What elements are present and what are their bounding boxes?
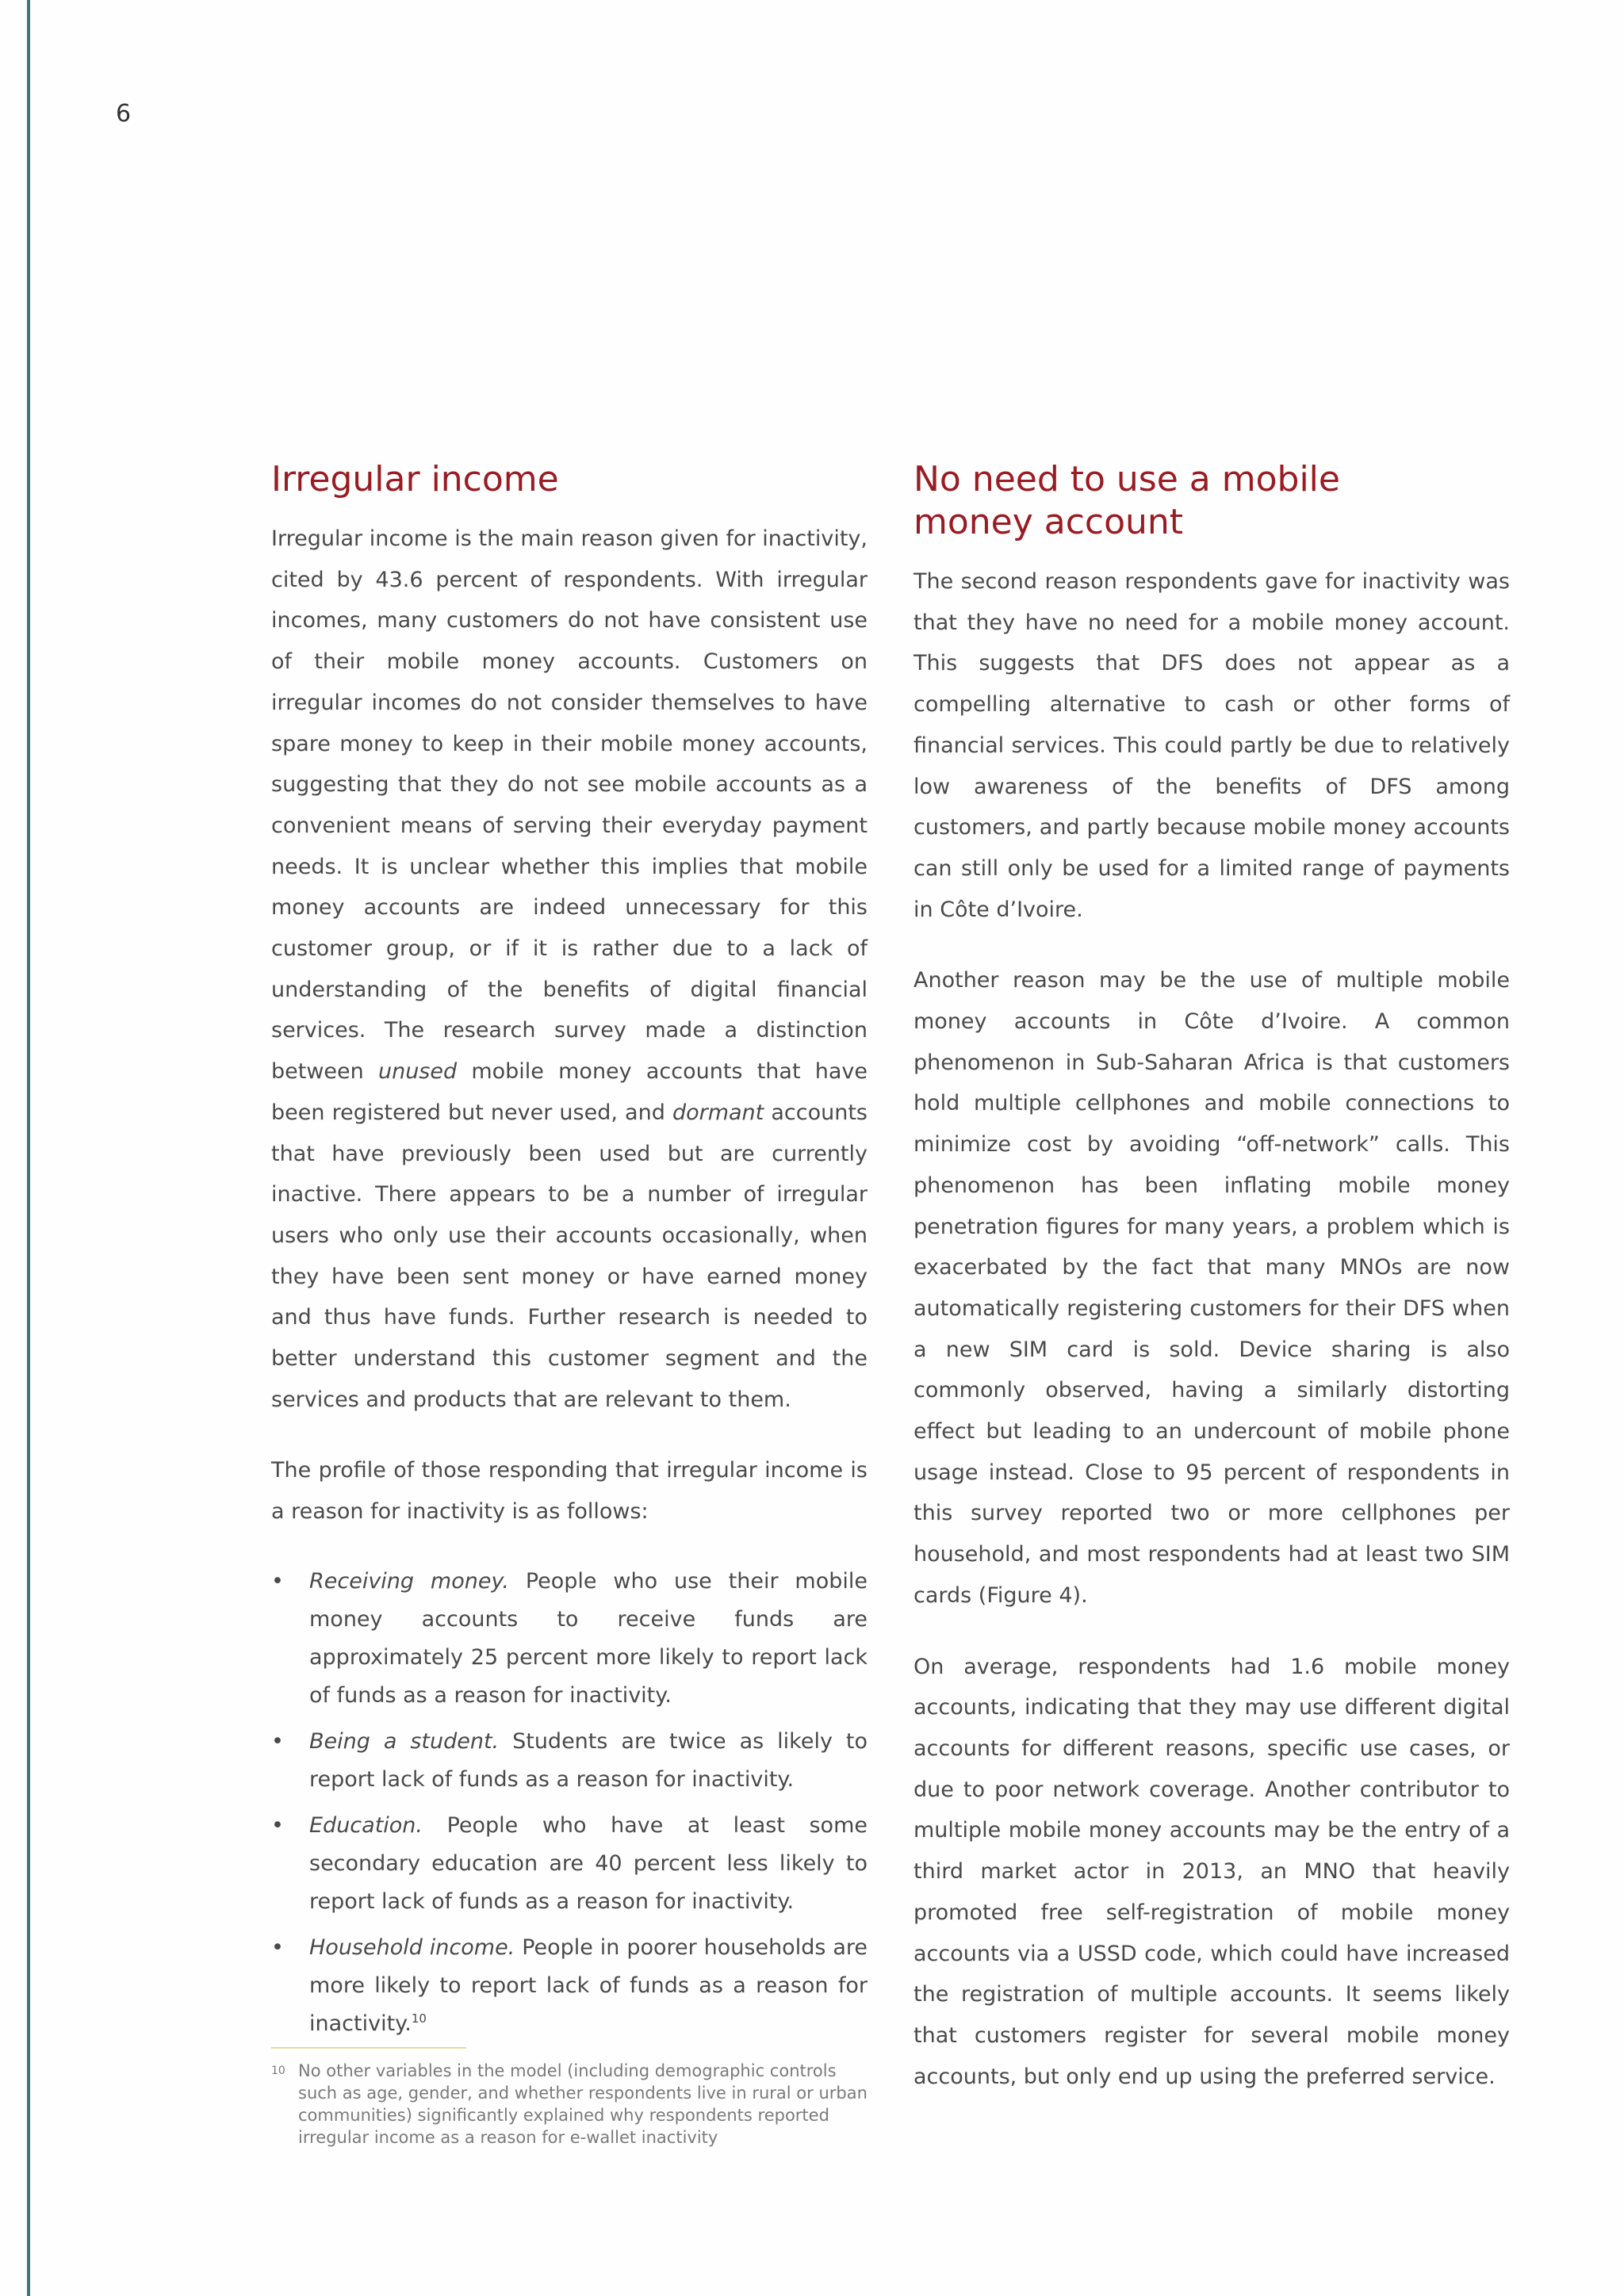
list-item [271,1723,868,1799]
paragraph: The second reason respondents gave for inactivity was that they have no need for a mobile money account. This suggests that DFS does not appear as a compelling alternative to cash or other forms of financial services. This could partly be due to relatively low awareness of the benefits of DFS among customers, and partly because mobile money accounts can still only be used for a limited range of payments in Côte d’Ivoire. [914,569,1510,922]
emphasis-unused: unused [377,1059,458,1085]
list-item [271,1563,868,1715]
page-number: 6 [116,100,132,128]
heading-line: No need to use a mobile [914,459,1340,499]
list-item [271,1929,868,2043]
list-item [271,1807,868,1921]
footnote-text: No other variables in the model (including demographic controls such as age, gender, and whether respondents live in rural or urban communities) significantly explained why respondents reported irregular income as a reason for e-wallet inactivity [298,2061,868,2147]
right-column [914,458,1510,2127]
text-run: mobile money accounts that have been registered but never used, and [271,1059,868,1125]
paragraph [271,519,868,1420]
left-column [271,458,868,2051]
list-item-term: Being a student. [309,1728,500,1754]
text-run: Irregular income is the main reason given for inactivity, cited by 43.6 percent of respondents. With irregular incomes, many customers do not have consistent use of their mobile money accounts. Customers on irregular incomes do not consider themselves to have spare money to keep in their mobile money accounts, suggesting that they do not see mobile accounts as a convenient means of serving their everyday payment needs. It is unclear whether this implies that mobile money accounts are indeed unnecessary for this customer group, or if it is rather due to a lack of understanding of the benefits of digital financial services. The research survey made a distinction between [271,526,868,1085]
heading-line: money account [914,502,1184,542]
bullet-icon: • [271,1812,284,1838]
paragraph: Another reason may be the use of multiple mobile money accounts in Côte d’Ivoire. A common phenomenon in Sub-Saharan Africa is that customers hold multiple cellphones and mobile connections to minimize cost by avoiding “off-network” calls. This phenomenon has been inflating mobile money penetration figures for many years, a problem which is exacerbated by the fact that many MNOs are now automatically registering customers for their DFS when a new SIM card is sold. Device sharing is also commonly observed, having a similarly distorting effect but leading to an undercount of mobile phone usage instead. Close to 95 percent of respondents in this survey reported two or more cellphones per household, and most respondents had at least two SIM cards (Figure 4). [914,968,1510,1608]
paragraph: The profile of those responding that irregular income is a reason for inactivity is as follows: [271,1458,868,1525]
paragraph: On average, respondents had 1.6 mobile money accounts, indicating that they may use different digital accounts for different reasons, specific use cases, or due to poor network coverage. Another contributor to multiple mobile money accounts may be the entry of a third market actor in 2013, an MNO that heavily promoted free self-registration of mobile money accounts via a USSD code, which could have increased the registration of multiple accounts. It seems likely that customers register for several mobile money accounts, but only end up using the preferred service. [914,1654,1510,2089]
list-item-term: Household income. [309,1934,515,1960]
text-run: accounts that have previously been used but are currently inactive. There appears to be a number of irregular users who only use their accounts occasionally, when they have been sent money or have earned money and thus have funds. Further research is needed to better understand this customer segment and the services and products that are relevant to them. [271,1100,868,1412]
profile-list [271,1563,868,2043]
footnote-number: 10 [271,2064,285,2077]
footnote [271,2060,874,2149]
bullet-icon: • [271,1728,284,1754]
emphasis-dormant: dormant [672,1100,764,1125]
footnote-divider [271,2047,466,2049]
section-heading-irregular-income: Irregular income [271,459,559,499]
bullet-icon: • [271,1934,284,1960]
bullet-icon: • [271,1568,284,1594]
footnote-reference[interactable]: 10 [411,2011,427,2026]
list-item-term: Education. [309,1812,423,1838]
page-edge-line [27,0,30,2296]
list-item-text: People who have at least some secondary education are 40 percent less likely to report lack of funds as a reason for inactivity. [309,1812,868,1914]
section-heading-no-need [914,458,1510,544]
list-item-text: People in poorer households are more likely to report lack of funds as a reason for inactivity. [309,1934,868,2036]
list-item-term: Receiving money. [309,1568,509,1594]
list-item-text: Students are twice as likely to report lack of funds as a reason for inactivity. [309,1728,868,1792]
list-item-text: People who use their mobile money accounts to receive funds are approximately 25 percent more likely to report lack of funds as a reason for inactivity. [309,1568,868,1708]
